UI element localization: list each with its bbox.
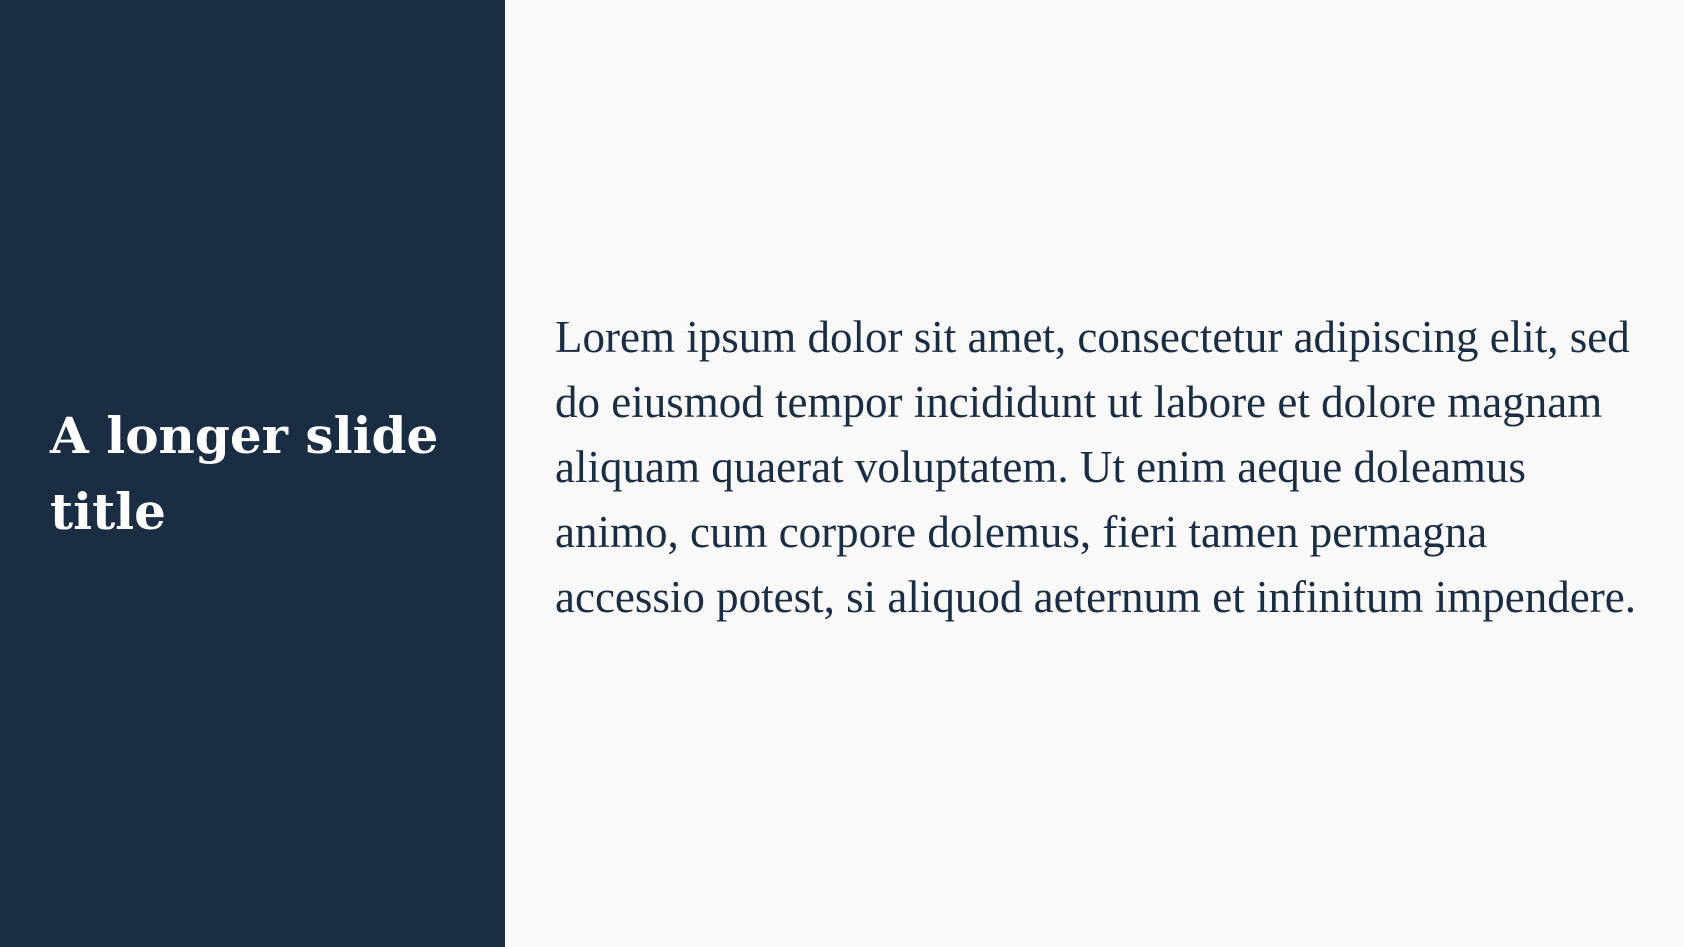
content-panel [505, 0, 1684, 947]
slide-title: A longer slide title [50, 405, 439, 541]
title-panel [0, 0, 505, 947]
body-paragraph: Lorem ipsum dolor sit amet, consectetur adipiscing elit, sed do eiusmod tempor incididunt ut labore et dolore magnam aliquam quaerat voluptatem. Ut enim aeque doleamus animo, cum corpore dolemus, fieri tamen permagna accessio potest, si aliquod aeternum et infinitum impendere. [555, 312, 1636, 622]
